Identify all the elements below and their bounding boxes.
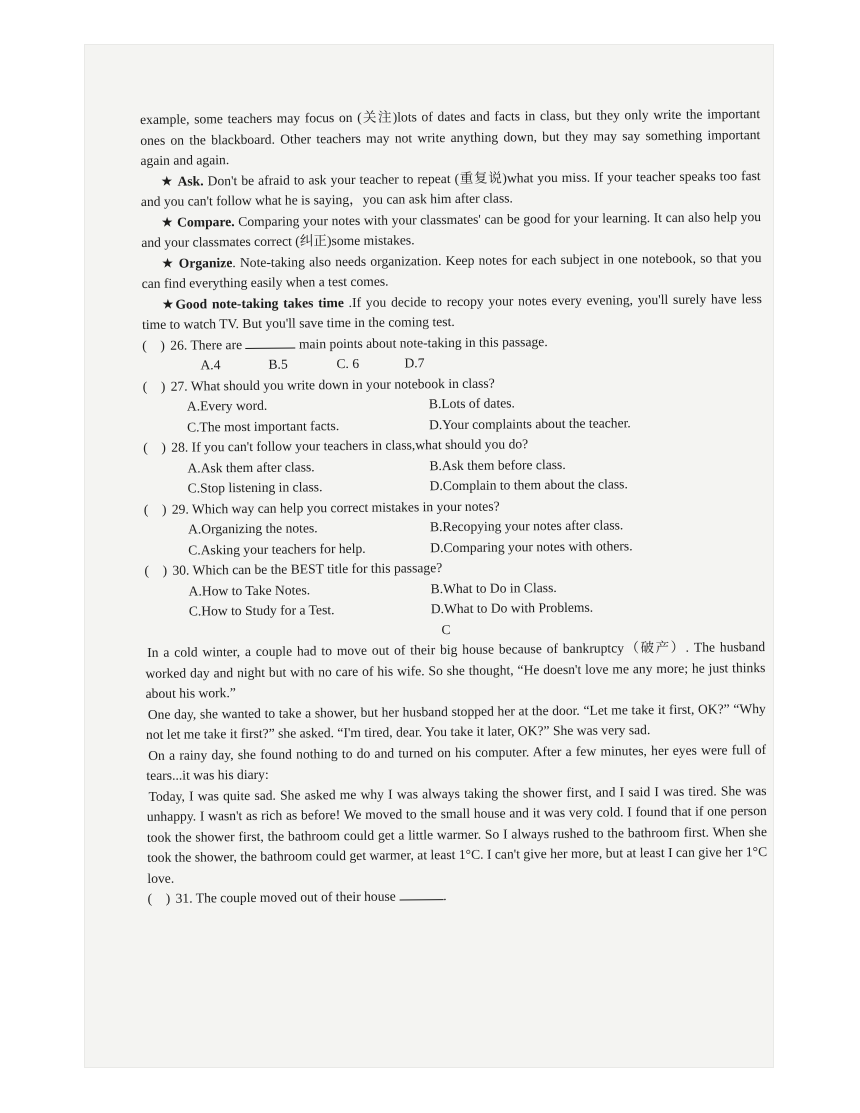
answer-blank[interactable]: ( ) bbox=[143, 439, 166, 455]
answer-blank[interactable]: ( ) bbox=[142, 378, 166, 394]
question-number: 30. bbox=[172, 562, 190, 578]
answer-blank[interactable]: ( ) bbox=[147, 890, 171, 906]
question-number: 28. bbox=[171, 439, 189, 455]
option-b[interactable]: B.Lots of dates. bbox=[428, 395, 515, 412]
option-a[interactable]: A.How to Take Notes. bbox=[188, 581, 311, 599]
option-c[interactable]: C.Stop listening in class. bbox=[187, 479, 323, 496]
passage-c-paragraph: On a rainy day, she found nothing to do and turned on his computer. After a few minutes, her eyes were full of tears...it was his diary: bbox=[146, 741, 767, 783]
tip-compare bbox=[141, 207, 761, 254]
tip-text: Don't be afraid to ask your teacher to repeat (重复说)what you miss. If your teacher speaks too fast and you can't follow what he is saying，you can ask him after class. bbox=[140, 167, 761, 209]
question-number: 27. bbox=[170, 378, 188, 394]
tip-organize bbox=[141, 248, 761, 295]
diary-entry: Today, I was quite sad. She asked me why I was always taking the shower first, and I said I was tired. She was unhappy. I wasn't as rich as before! We moved to the small house and it was very cold. I found that if one person took the shower first, the bathroom could get a little warmer. So I always rushed to the bathroom first. When she took the shower, the bathroom could get warmer, at least 1°C. I can't give her more, but at least I can give her 1°C love. bbox=[146, 782, 768, 886]
question-stem: If you can't follow your teachers in class,what should you do? bbox=[188, 436, 529, 455]
star-icon: ★ bbox=[160, 173, 174, 189]
option-c[interactable]: C.The most important facts. bbox=[186, 417, 340, 435]
options-27 bbox=[143, 391, 763, 438]
option-b[interactable]: B.What to Do in Class. bbox=[430, 579, 557, 596]
star-icon: ★ bbox=[161, 214, 174, 230]
option-c[interactable]: C.How to Study for a Test. bbox=[188, 602, 335, 619]
tip-lead: Compare. bbox=[177, 213, 235, 230]
tip-takes-time bbox=[142, 289, 762, 336]
options-30 bbox=[145, 576, 765, 623]
question-end: . bbox=[443, 888, 447, 904]
answer-blank[interactable]: ( ) bbox=[142, 337, 165, 353]
question-stem: The couple moved out of their house bbox=[192, 888, 400, 906]
question-number: 26. bbox=[170, 337, 188, 353]
option-a[interactable]: A.4 bbox=[200, 357, 221, 373]
question-number: 31. bbox=[175, 890, 193, 906]
option-d[interactable]: D.Your complaints about the teacher. bbox=[428, 414, 631, 432]
question-stem: Which way can help you correct mistakes in your notes? bbox=[188, 498, 500, 517]
question-number: 29. bbox=[171, 501, 189, 517]
tip-lead: Ask. bbox=[177, 172, 204, 189]
passage-c-paragraph: In a cold winter, a couple had to move out of their big house because of bankruptcy（破产）. The husband worked day and night but with no care of his wife. So she thought, “He doesn't love me any more; he just thinks about his work.” bbox=[145, 639, 766, 701]
tip-text: . Note-taking also needs organization. Keep notes for each subject in one notebook, so that you can find everything easily when a test comes. bbox=[141, 249, 762, 291]
question-stem: main points about note-taking in this passage. bbox=[295, 333, 548, 352]
option-a[interactable]: A.Every word. bbox=[186, 397, 268, 414]
passage-c-paragraph: One day, she wanted to take a shower, but her husband stopped her at the door. “Let me take it first, OK?” “Why not let me take it first?” she asked. “I'm tired, dear. You take it later, OK?” She was very sad. bbox=[145, 700, 766, 742]
option-b[interactable]: B.Ask them before class. bbox=[429, 456, 566, 473]
tip-text: Comparing your notes with your classmates' can be good for your learning. It can also help you and your classmates correct (纠正)some mistakes. bbox=[141, 208, 762, 250]
question-stem: There are bbox=[187, 336, 246, 353]
option-a[interactable]: A.Ask them after class. bbox=[187, 458, 315, 476]
option-d[interactable]: D.7 bbox=[404, 355, 425, 371]
star-icon: ★ bbox=[161, 296, 176, 312]
answer-blank[interactable]: ( ) bbox=[143, 501, 167, 517]
fill-blank[interactable] bbox=[399, 887, 443, 900]
option-b[interactable]: B.5 bbox=[268, 356, 288, 372]
tip-lead: Good note-taking takes time bbox=[175, 294, 344, 312]
option-d[interactable]: D.Comparing your notes with others. bbox=[430, 537, 633, 555]
options-29 bbox=[144, 514, 764, 561]
option-d[interactable]: D.What to Do with Problems. bbox=[430, 599, 594, 617]
section-heading-c: C bbox=[441, 621, 451, 637]
option-b[interactable]: B.Recopying your notes after class. bbox=[429, 517, 624, 535]
tip-text: .If you decide to recopy your notes every evening, you'll surely have less time to watch TV. But you'll save time in the coming test. bbox=[141, 290, 762, 332]
question-stem: What should you write down in your notebook in class? bbox=[187, 375, 495, 394]
option-a[interactable]: A.Organizing the notes. bbox=[187, 520, 318, 537]
tip-lead: Organize bbox=[178, 254, 233, 271]
answer-blank[interactable]: ( ) bbox=[144, 562, 168, 578]
option-d[interactable]: D.Complain to them about the class. bbox=[429, 476, 628, 494]
tip-ask bbox=[141, 166, 761, 213]
options-28 bbox=[143, 453, 763, 500]
option-c[interactable]: C.Asking your teachers for help. bbox=[188, 540, 366, 558]
question-stem: Which can be the BEST title for this passage? bbox=[189, 560, 443, 578]
exam-page-content bbox=[140, 104, 768, 909]
star-icon: ★ bbox=[161, 255, 175, 271]
passage-b-continuation: example, some teachers may focus on (关注)lots of dates and facts in class, but they only write the important ones on the blackboard. Other teachers may not write anything down, but they may say something important again and again. bbox=[140, 106, 761, 168]
fill-blank[interactable] bbox=[245, 335, 295, 348]
option-c[interactable]: C. 6 bbox=[336, 355, 360, 372]
